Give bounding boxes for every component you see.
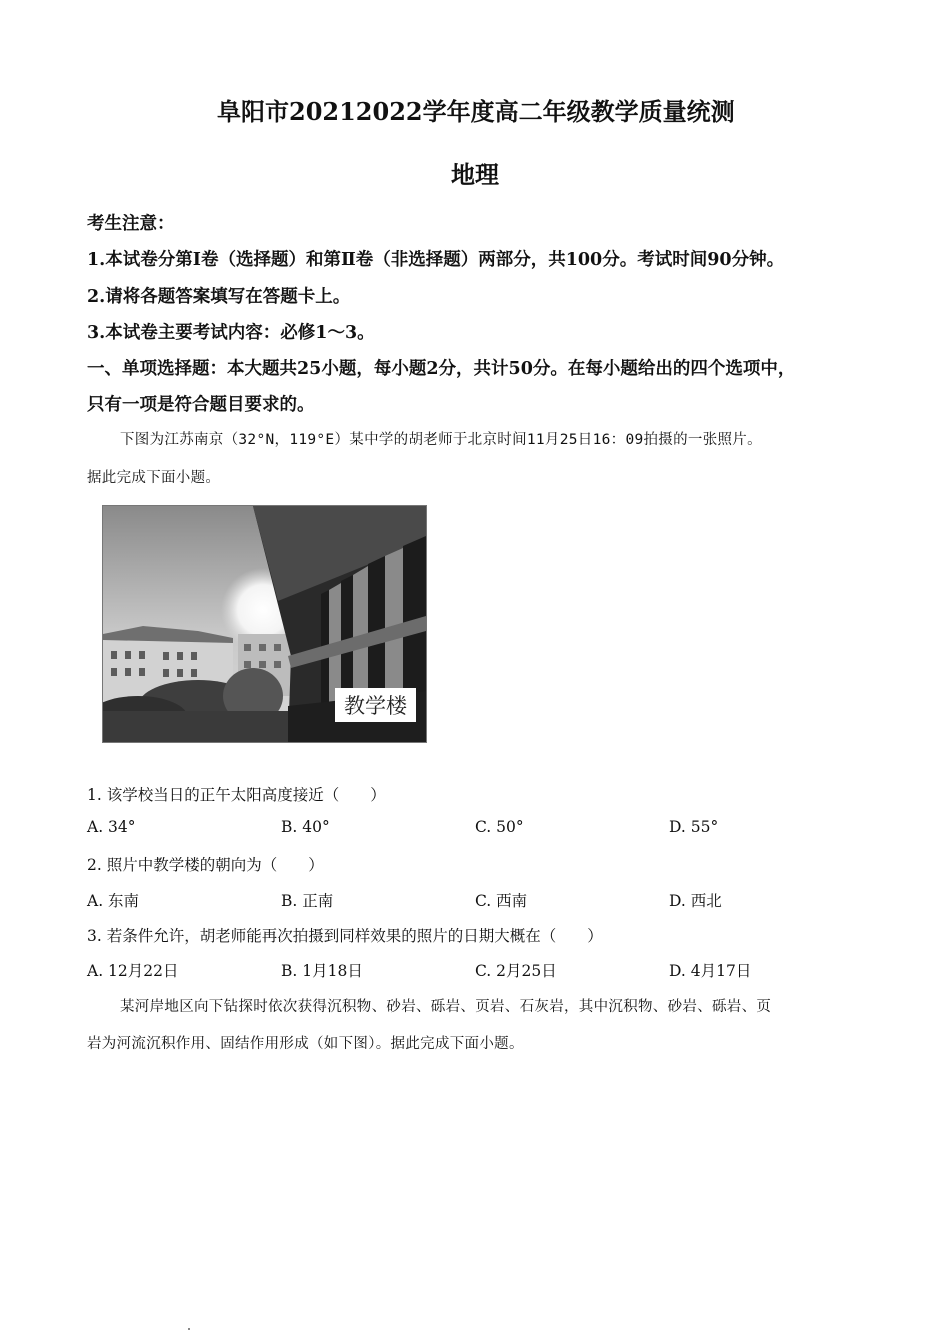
notice-item-1: 1.本试卷分第Ⅰ卷（选择题）和第Ⅱ卷（非选择题）两部分，共100分。考试时间90分钟。 [87,250,785,270]
question-2-option-b: B. 正南 [281,892,334,910]
passage-2-line-2: 岩为河流沉积作用、固结作用形成（如下图）。据此完成下面小题。 [87,1036,524,1052]
notice-heading: 考生注意： [87,214,175,234]
question-2-option-c: C. 西南 [475,892,528,910]
passage-1-line-1: 下图为江苏南京（32°N，119°E）某中学的胡老师于北京时间11月25日16：09拍摄的一张照片。 [120,432,762,448]
section-heading-line-2: 只有一项是符合题目要求的。 [87,395,315,415]
question-3-stem: 3. 若条件允许，胡老师能再次拍摄到同样效果的照片的日期大概在（ ） [87,927,603,945]
question-3-option-b: B. 1月18日 [281,962,363,980]
page-title: 阜阳市20212022学年度高二年级教学质量统测 [217,97,735,126]
question-2-option-a: A. 东南 [87,892,140,910]
question-1-option-b: B. 40° [281,818,330,836]
question-1-option-a: A. 34° [87,818,136,836]
question-3-option-d: D. 4月17日 [669,962,752,980]
question-2-option-d: D. 西北 [669,892,722,910]
question-3-option-a: A. 12月22日 [87,962,179,980]
photo-label: 教学楼 [335,688,416,722]
question-3-option-c: C. 2月25日 [475,962,557,980]
notice-item-3: 3.本试卷主要考试内容：必修1～3。 [87,323,375,343]
section-heading-line-1: 一、单项选择题：本大题共25小题，每小题2分，共计50分。在每小题给出的四个选项中， [87,359,796,379]
footer-dot [188,1328,190,1330]
question-2-stem: 2. 照片中教学楼的朝向为（ ） [87,856,324,874]
passage-2-line-1: 某河岸地区向下钻探时依次获得沉积物、砂岩、砾岩、页岩、石灰岩，其中沉积物、砂岩、砾岩、页 [120,999,772,1015]
question-1-option-c: C. 50° [475,818,524,836]
subject-title: 地理 [451,160,499,189]
question-1-stem: 1. 该学校当日的正午太阳高度接近（ ） [87,786,386,804]
passage-1-line-2: 据此完成下面小题。 [87,470,221,486]
question-1-option-d: D. 55° [669,818,719,836]
school-building-photo [102,505,427,743]
notice-item-2: 2.请将各题答案填写在答题卡上。 [87,287,351,307]
